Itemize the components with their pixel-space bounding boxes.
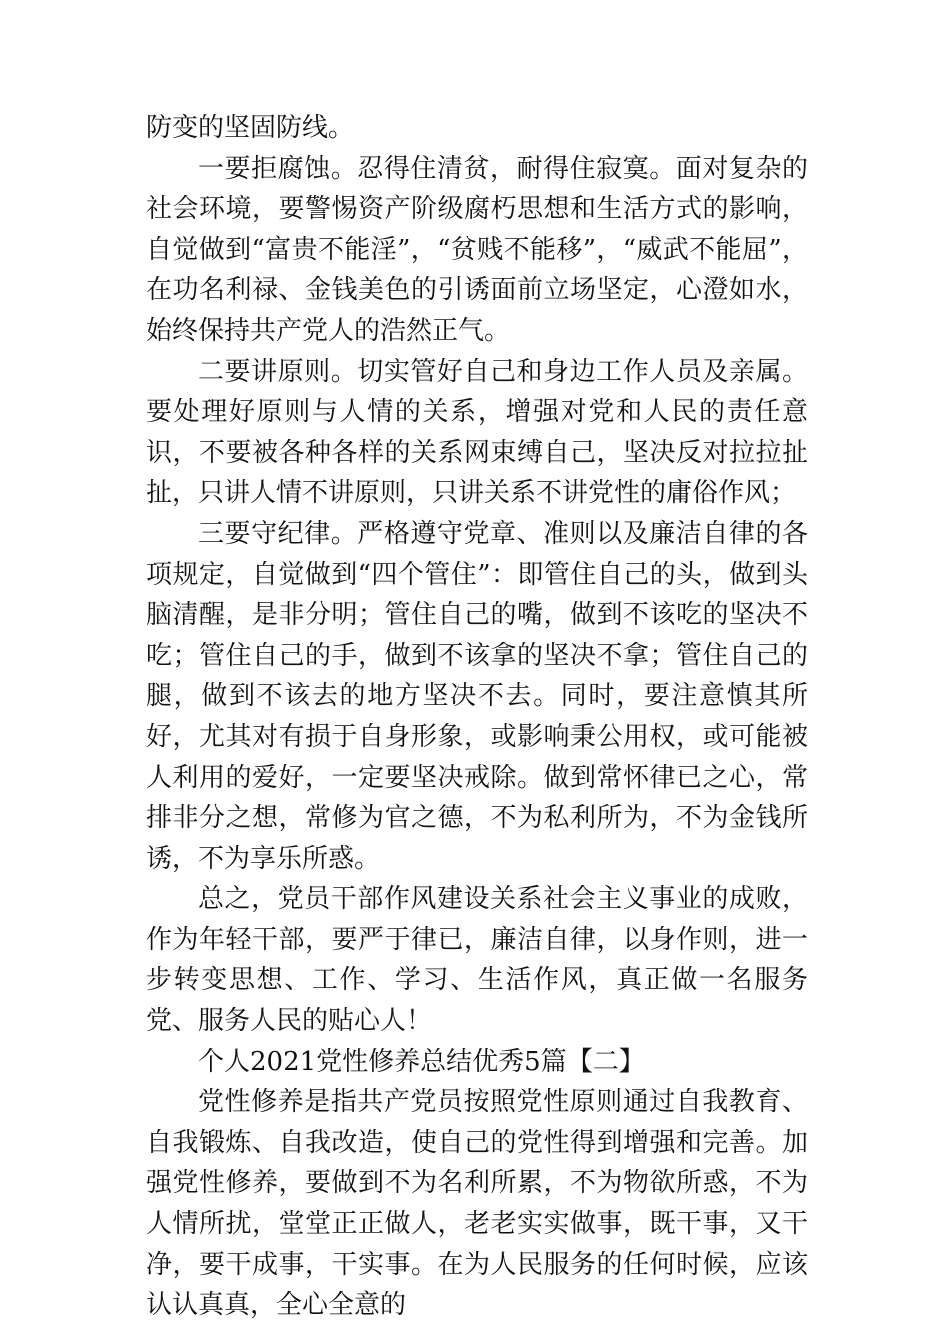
paragraph-anti-corruption: 一要拒腐蚀。忍得住清贫，耐得住寂寞。面对复杂的社会环境，要警惕资产阶级腐朽思想和生活方式的影响，自觉做到“富贵不能淫”，“贫贱不能移”，“威武不能屈”，在功名利禄、金钱美色的引诱面前立场坚定，心澄如水，始终保持共产党人的浩然正气。 <box>146 153 808 346</box>
paragraph-fragment: 防变的坚固防线。 <box>146 113 355 143</box>
paragraph-summary: 总之，党员干部作风建设关系社会主义事业的成败，作为年轻干部，要严于律已，廉洁自律，以身作则，进一步转变思想、工作、学习、生活作风，真正做一名服务党、服务人民的贴心人！ <box>146 884 808 1037</box>
paragraph-principles: 二要讲原则。切实管好自己和身边工作人员及亲属。要处理好原则与人情的关系，增强对党和人民的责任意识，不要被各种各样的关系网束缚自己，坚决反对拉拉扯扯，只讲人情不讲原则，只讲关系不讲党性的庸俗作风； <box>146 356 808 509</box>
paragraph-discipline: 三要守纪律。严格遵守党章、准则以及廉洁自律的各项规定，自觉做到“四个管住”：即管住自己的头，做到头脑清醒，是非分明；管住自己的嘴，做到不该吃的坚决不吃；管住自己的手，做到不该拿的坚决不拿；管住自己的腿，做到不该去的地方坚决不去。同时，要注意慎其所好，尤其对有损于自身形象，或影响秉公用权，或可能被人利用的爱好，一定要坚决戒除。做到常怀律已之心，常排非分之想，常修为官之德，不为私利所为，不为金钱所诱，不为享乐所惑。 <box>146 518 808 874</box>
document-page <box>146 108 808 1326</box>
paragraph-party-cultivation: 党性修养是指共产党员按照党性原则通过自我教育、自我锻炼、自我改造，使自己的党性得到增强和完善。加强党性修养，要做到不为名利所累，不为物欲所惑，不为人情所扰，堂堂正正做人，老老实实做事，既干事，又干净，要干成事，干实事。在为人民服务的任何时候，应该认认真真，全心全意的 <box>146 1087 808 1321</box>
section-heading: 个人2021党性修养总结优秀5篇【二】 <box>198 1046 645 1077</box>
